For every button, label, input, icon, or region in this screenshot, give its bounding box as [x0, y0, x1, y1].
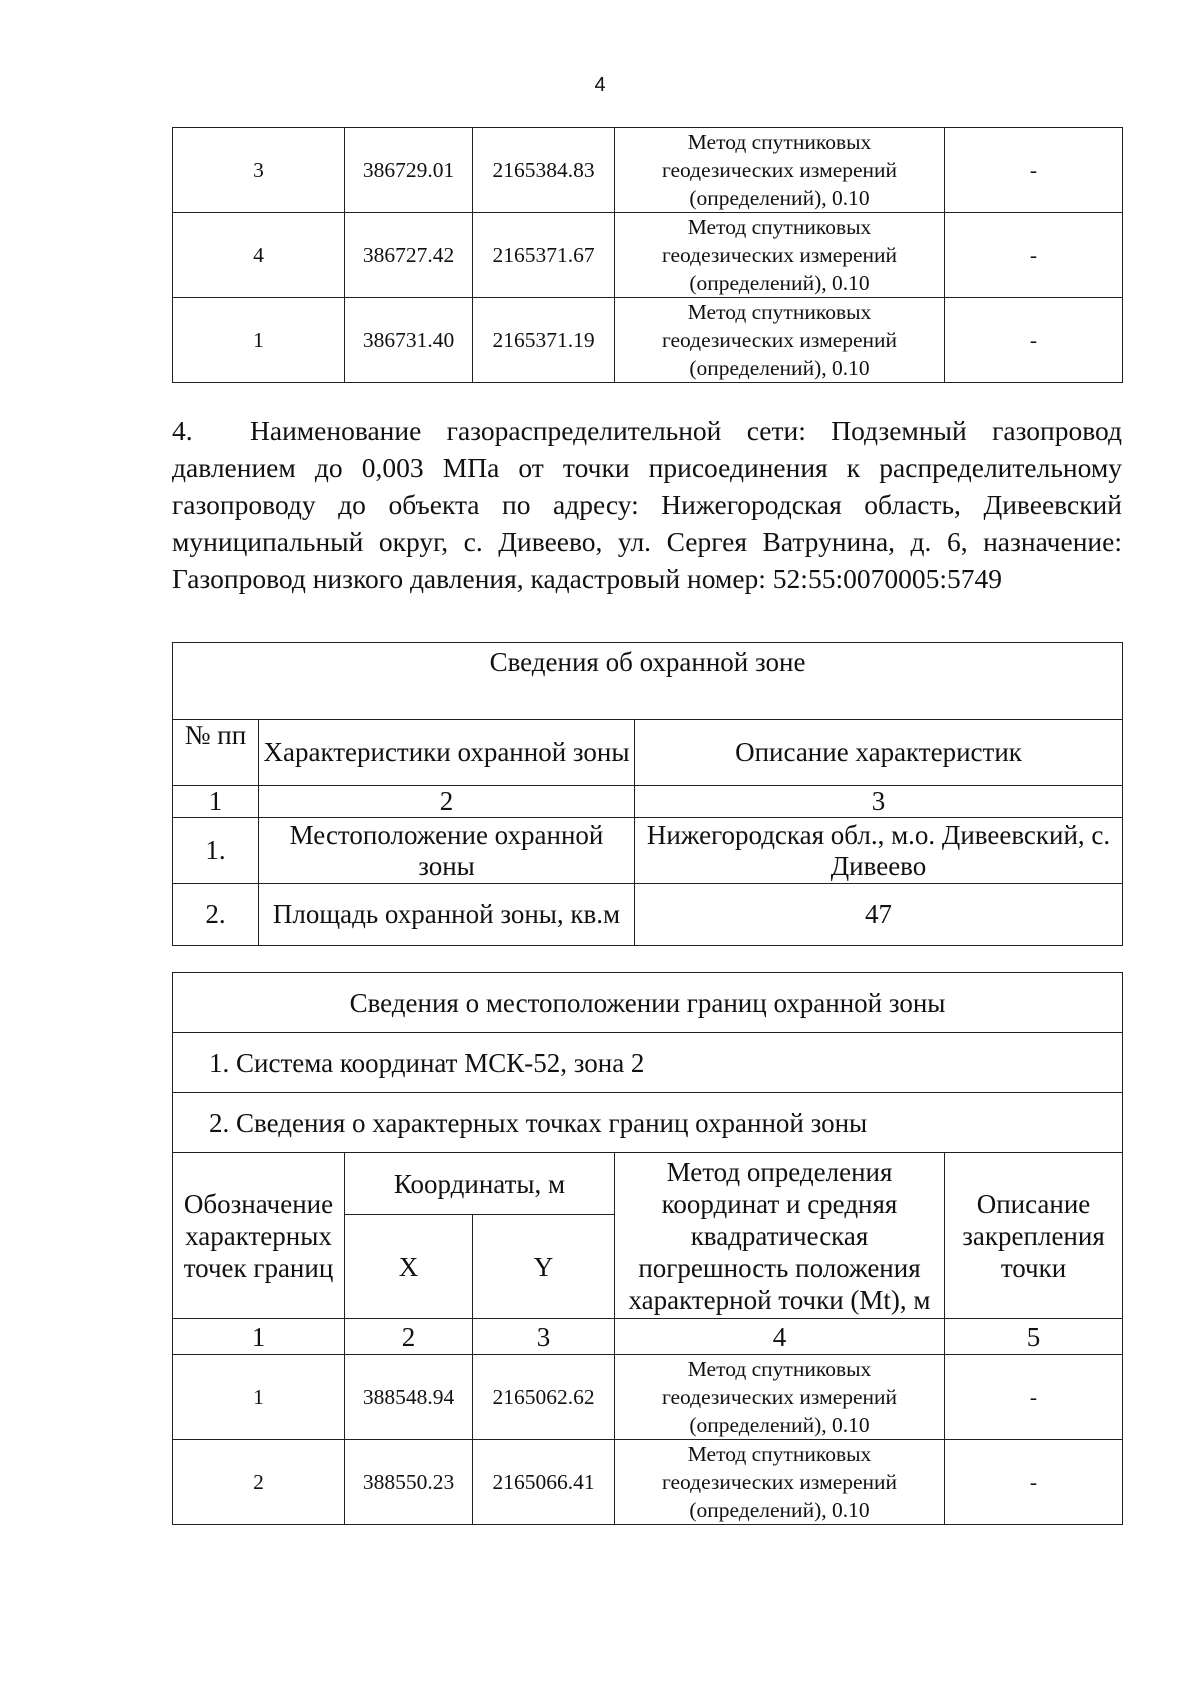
column-number: 5 — [945, 1319, 1123, 1355]
method-cell: Метод спутниковых геодезических измерений (определений), 0.10 — [615, 1355, 945, 1440]
column-number: 1 — [173, 1319, 345, 1355]
characteristic: Площадь охранной зоны, кв.м — [259, 884, 635, 946]
point-number: 1 — [173, 298, 345, 383]
y-coordinate: 2165066.41 — [473, 1440, 615, 1525]
column-number: 3 — [473, 1319, 615, 1355]
point-number: 1 — [173, 1355, 345, 1440]
zone-info-table — [172, 642, 1123, 946]
fixing-description: - — [945, 213, 1123, 298]
point-number: 3 — [173, 128, 345, 213]
fixing-description: - — [945, 1440, 1123, 1525]
column-number: 2 — [259, 786, 635, 818]
table-row — [173, 128, 1123, 213]
row-number: 1. — [173, 818, 259, 884]
coordinate-system: 1. Система координат МСК-52, зона 2 — [173, 1033, 1123, 1093]
header-characteristic: Характеристики охранной зоны — [259, 720, 635, 786]
boundaries-table — [172, 972, 1123, 1525]
table-row — [173, 1355, 1123, 1440]
fixing-description: - — [945, 298, 1123, 383]
header-number: № пп — [173, 720, 259, 786]
fixing-description: - — [945, 1355, 1123, 1440]
table-row — [173, 298, 1123, 383]
section-number: 4. — [172, 415, 193, 446]
x-coordinate: 386731.40 — [345, 298, 473, 383]
characteristic-description: 47 — [635, 884, 1123, 946]
section-paragraph — [172, 412, 1122, 597]
header-coordinates: Координаты, м — [345, 1153, 615, 1215]
row-number: 2. — [173, 884, 259, 946]
method-cell: Метод спутниковых геодезических измерений (определений), 0.10 — [615, 298, 945, 383]
table-row — [173, 884, 1123, 946]
header-fixing: Описание закрепления точки — [945, 1153, 1123, 1319]
characteristic: Местоположение охранной зоны — [259, 818, 635, 884]
page-number: 4 — [594, 74, 606, 96]
boundaries-title: Сведения о местоположении границ охранной зоны — [173, 973, 1123, 1033]
column-number: 4 — [615, 1319, 945, 1355]
y-coordinate: 2165384.83 — [473, 128, 615, 213]
x-coordinate: 386727.42 — [345, 213, 473, 298]
header-y: Y — [473, 1215, 615, 1319]
y-coordinate: 2165371.19 — [473, 298, 615, 383]
header-designation: Обозначение характерных точек границ — [173, 1153, 345, 1319]
x-coordinate: 388550.23 — [345, 1440, 473, 1525]
x-coordinate: 386729.01 — [345, 128, 473, 213]
column-number: 2 — [345, 1319, 473, 1355]
header-x: X — [345, 1215, 473, 1319]
point-number: 2 — [173, 1440, 345, 1525]
x-coordinate: 388548.94 — [345, 1355, 473, 1440]
method-cell: Метод спутниковых геодезических измерений (определений), 0.10 — [615, 128, 945, 213]
table-row — [173, 213, 1123, 298]
zone-info-title: Сведения об охранной зоне — [173, 643, 1123, 720]
fixing-description: - — [945, 128, 1123, 213]
characteristic-description: Нижегородская обл., м.о. Дивеевский, с. Дивеево — [635, 818, 1123, 884]
column-number: 3 — [635, 786, 1123, 818]
points-heading: 2. Сведения о характерных точках границ охранной зоны — [173, 1093, 1123, 1153]
method-cell: Метод спутниковых геодезических измерений (определений), 0.10 — [615, 213, 945, 298]
y-coordinate: 2165371.67 — [473, 213, 615, 298]
table-row — [173, 818, 1123, 884]
point-number: 4 — [173, 213, 345, 298]
column-number: 1 — [173, 786, 259, 818]
method-cell: Метод спутниковых геодезических измерений (определений), 0.10 — [615, 1440, 945, 1525]
header-method: Метод определения координат и средняя квадратическая погрешность положения характерной точки (Mt), м — [615, 1153, 945, 1319]
table-row — [173, 1440, 1123, 1525]
header-description: Описание характеристик — [635, 720, 1123, 786]
section-text: Наименование газораспределительной сети: Подземный газопровод давлением до 0,003 МПа от точки присоединения к распределительному газопроводу до объекта по адресу: Нижегородская область, Дивеевский муниципальный округ, с. Дивеево, ул. Сергея Ватрунина, д. 6, назначение: Газопровод низкого давления, кадастровый номер: 52:55:0070005:5749 — [172, 415, 1122, 594]
y-coordinate: 2165062.62 — [473, 1355, 615, 1440]
coordinates-table-continued — [172, 127, 1123, 383]
